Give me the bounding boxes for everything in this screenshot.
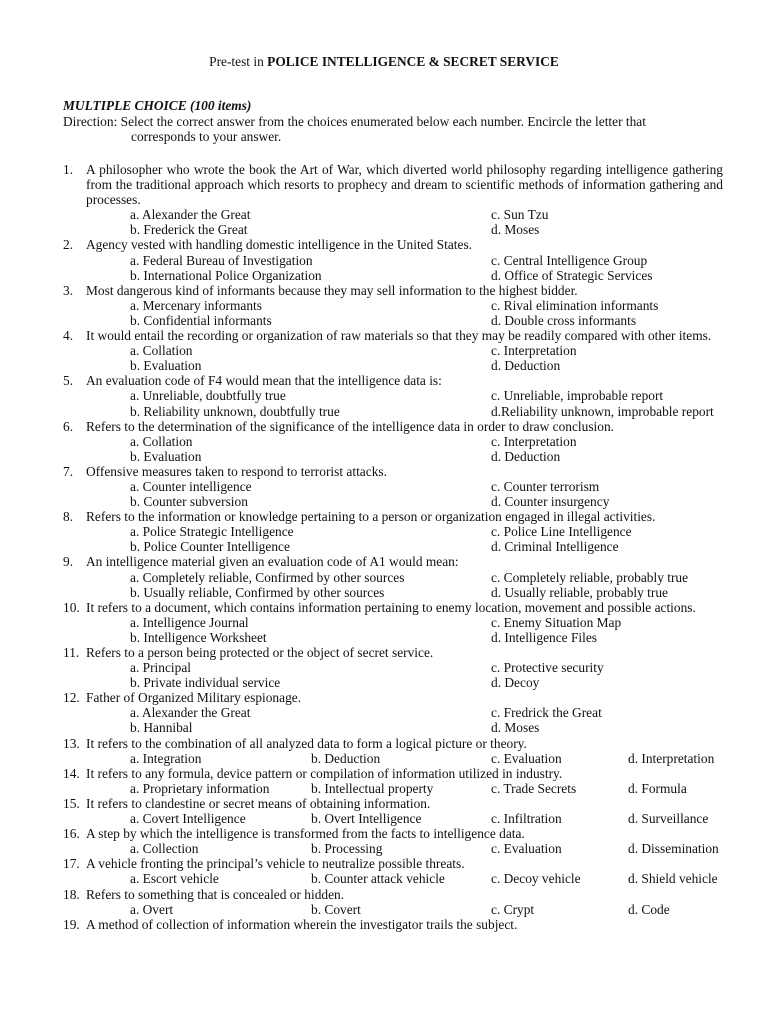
choices — [86, 781, 723, 796]
choice-a: a. Principal — [130, 660, 191, 676]
question-number: 7. — [63, 463, 74, 479]
choices — [86, 434, 723, 464]
choice-b: b. Overt Intelligence — [311, 811, 422, 827]
question-text: An evaluation code of F4 would mean that the intelligence data is: — [86, 373, 442, 389]
choice-b: b. Processing — [311, 841, 383, 857]
choice-c: c. Counter terrorism — [491, 478, 600, 494]
question-number: 18. — [63, 886, 80, 902]
question-item — [63, 464, 723, 509]
question-text: Refers to a person being protected or the object of secret service. — [86, 645, 434, 660]
choices — [86, 871, 723, 886]
question-text: Agency vested with handling domestic intelligence in the United States. — [86, 237, 473, 253]
question-item — [63, 162, 723, 237]
choice-b: b. Counter attack vehicle — [311, 871, 445, 887]
question-number: 16. — [63, 826, 80, 842]
question-item — [63, 419, 723, 464]
choices — [86, 524, 723, 554]
choice-b: b. Hannibal — [130, 720, 193, 736]
question-text: It refers to a document, which contains information pertaining to enemy location, movement and possible actions. — [86, 599, 696, 615]
question-number: 13. — [63, 735, 80, 751]
question-number: 19. — [63, 916, 80, 932]
choice-a: a. Collection — [130, 841, 199, 857]
choice-d: d. Code — [628, 901, 670, 917]
question-number: 4. — [63, 328, 74, 344]
choice-c: c. Enemy Situation Map — [491, 614, 622, 630]
choice-c: c. Interpretation — [491, 433, 577, 449]
choices — [86, 479, 723, 509]
choice-d: d. Moses — [491, 222, 540, 238]
choice-c: c. Completely reliable, probably true — [491, 569, 689, 585]
choice-d: d. Deduction — [491, 448, 561, 464]
choice-c: c. Interpretation — [491, 343, 577, 359]
question-number: 8. — [63, 509, 74, 525]
question-text: A philosopher who wrote the book the Art of War, which diverted world philosophy regarding intelligence gathering from the traditional approach which resorts to prophecy and dream to scientific methods of information gathering and processes. — [86, 162, 723, 208]
choices — [86, 615, 723, 645]
question-number: 2. — [63, 237, 74, 253]
title-main: POLICE INTELLIGENCE & SECRET SERVICE — [267, 54, 559, 69]
choice-d: d. Usually reliable, probably true — [491, 584, 669, 600]
question-number: 11. — [63, 645, 80, 660]
choice-d: d. Criminal Intelligence — [491, 539, 619, 555]
choice-c: c. Rival elimination informants — [491, 297, 659, 313]
choice-d: d. Moses — [491, 720, 540, 736]
choice-a: a. Unreliable, doubtfully true — [130, 388, 286, 404]
question-text: A step by which the intelligence is transformed from the facts to intelligence data. — [86, 826, 525, 842]
question-number: 9. — [63, 554, 74, 570]
choice-d: d.Reliability unknown, improbable report — [491, 403, 714, 419]
question-text: A vehicle fronting the principal’s vehicle to neutralize possible threats. — [86, 856, 465, 872]
choice-a: a. Intelligence Journal — [130, 614, 249, 630]
question-text: It refers to any formula, device pattern or compilation of information utilized in industry. — [86, 765, 563, 781]
choice-b: b. Counter subversion — [130, 494, 248, 510]
title-prefix: Pre-test in — [209, 54, 268, 69]
section-heading: MULTIPLE CHOICE (100 items) — [63, 98, 252, 113]
choice-b: b. Reliability unknown, doubtfully true — [130, 403, 340, 419]
question-item — [63, 826, 723, 856]
choice-a: a. Police Strategic Intelligence — [130, 524, 294, 540]
choice-b: b. Frederick the Great — [130, 222, 248, 238]
question-number: 12. — [63, 690, 80, 706]
question-item — [63, 554, 723, 599]
question-item — [63, 690, 723, 735]
choices — [86, 253, 723, 283]
choice-d: d. Shield vehicle — [628, 871, 718, 887]
choice-d: d. Interpretation — [628, 750, 715, 766]
choices — [86, 902, 723, 917]
choice-c: c. Police Line Intelligence — [491, 524, 632, 540]
question-item — [63, 856, 723, 886]
question-item — [63, 766, 723, 796]
question-item — [63, 328, 723, 373]
choice-c: c. Central Intelligence Group — [491, 252, 648, 268]
question-number: 6. — [63, 418, 74, 434]
choice-c: c. Crypt — [491, 901, 535, 917]
choice-c: c. Evaluation — [491, 841, 562, 857]
question-text: It refers to clandestine or secret means of obtaining information. — [86, 795, 431, 811]
question-item — [63, 796, 723, 826]
choice-d: d. Deduction — [491, 358, 561, 374]
choice-b: b. Intelligence Worksheet — [130, 629, 267, 645]
question-item — [63, 237, 723, 282]
question-text: An intelligence material given an evaluation code of A1 would mean: — [86, 554, 459, 570]
choices — [86, 298, 723, 328]
choice-d: d. Intelligence Files — [491, 629, 597, 645]
choice-b: b. Private individual service — [130, 675, 281, 691]
choice-b: b. Confidential informants — [130, 312, 272, 328]
question-text: A method of collection of information wherein the investigator trails the subject. — [86, 916, 518, 932]
choice-d: d. Counter insurgency — [491, 494, 610, 510]
question-item — [63, 887, 723, 917]
choice-b: b. Evaluation — [130, 448, 202, 464]
question-number: 1. — [63, 162, 74, 177]
choice-d: d. Double cross informants — [491, 312, 637, 328]
choice-c: c. Fredrick the Great — [491, 705, 602, 721]
question-number: 10. — [63, 599, 80, 615]
choice-a: a. Overt — [130, 901, 174, 917]
question-number: 5. — [63, 373, 74, 389]
choice-c: c. Decoy vehicle — [491, 871, 581, 887]
question-text: Father of Organized Military espionage. — [86, 690, 302, 706]
choice-b: b. Usually reliable, Confirmed by other sources — [130, 584, 385, 600]
choice-d: d. Dissemination — [628, 841, 719, 857]
question-item — [63, 283, 723, 328]
question-text: Offensive measures taken to respond to terrorist attacks. — [86, 463, 387, 479]
question-list — [63, 162, 723, 932]
choices — [86, 751, 723, 766]
choice-a: a. Counter intelligence — [130, 478, 252, 494]
question-text: Refers to something that is concealed or hidden. — [86, 886, 345, 902]
question-text: Refers to the determination of the significance of the intelligence data in order to draw conclusion. — [86, 418, 615, 434]
choice-a: a. Proprietary information — [130, 780, 270, 796]
direction-text — [63, 114, 723, 144]
choice-d: d. Surveillance — [628, 811, 709, 827]
question-item — [63, 509, 723, 554]
choice-a: a. Integration — [130, 750, 202, 766]
question-text: It refers to the combination of all analyzed data to form a logical picture or theory. — [86, 735, 527, 751]
choice-b: b. International Police Organization — [130, 267, 322, 283]
question-number: 17. — [63, 856, 80, 872]
question-item — [63, 917, 723, 932]
choice-c: c. Sun Tzu — [491, 207, 549, 223]
choice-b: b. Evaluation — [130, 358, 202, 374]
choice-a: a. Mercenary informants — [130, 297, 262, 313]
choice-a: a. Escort vehicle — [130, 871, 219, 887]
choice-a: a. Covert Intelligence — [130, 811, 246, 827]
choices — [86, 660, 723, 690]
choices — [86, 705, 723, 735]
choice-c: c. Infiltration — [491, 811, 562, 827]
choice-d: d. Decoy — [491, 675, 540, 691]
question-item — [63, 645, 723, 690]
choice-a: a. Collation — [130, 433, 193, 449]
question-number: 3. — [63, 282, 74, 298]
question-number: 15. — [63, 795, 80, 811]
choices — [86, 570, 723, 600]
choices — [86, 388, 723, 418]
choices — [86, 841, 723, 856]
direction-line-1: Direction: Select the correct answer from the choices enumerated below each number. Encircle the letter that — [63, 114, 646, 129]
choice-d: d. Office of Strategic Services — [491, 267, 653, 283]
choices — [86, 207, 723, 237]
choice-c: c. Protective security — [491, 660, 604, 676]
question-text: Refers to the information or knowledge pertaining to a person or organization engaged in illegal activities. — [86, 509, 656, 525]
page-title — [0, 53, 768, 71]
choices — [86, 811, 723, 826]
question-number: 14. — [63, 765, 80, 781]
choice-a: a. Alexander the Great — [130, 207, 251, 223]
choice-a: a. Collation — [130, 343, 193, 359]
choice-a: a. Completely reliable, Confirmed by other sources — [130, 569, 405, 585]
direction-line-2: corresponds to your answer. — [131, 129, 282, 144]
question-item — [63, 600, 723, 645]
question-text: It would entail the recording or organization of raw materials so that they may be readily compared with other items. — [86, 328, 712, 344]
choices — [86, 343, 723, 373]
choice-c: c. Trade Secrets — [491, 780, 577, 796]
choice-a: a. Alexander the Great — [130, 705, 251, 721]
choice-b: b. Covert — [311, 901, 361, 917]
choice-a: a. Federal Bureau of Investigation — [130, 252, 313, 268]
question-item — [63, 736, 723, 766]
choice-c: c. Unreliable, improbable report — [491, 388, 664, 404]
question-item — [63, 373, 723, 418]
choice-d: d. Formula — [628, 780, 687, 796]
choice-b: b. Intellectual property — [311, 780, 434, 796]
question-text: Most dangerous kind of informants because they may sell information to the highest bidder. — [86, 282, 578, 298]
choice-c: c. Evaluation — [491, 750, 562, 766]
choice-b: b. Deduction — [311, 750, 381, 766]
choice-b: b. Police Counter Intelligence — [130, 539, 290, 555]
